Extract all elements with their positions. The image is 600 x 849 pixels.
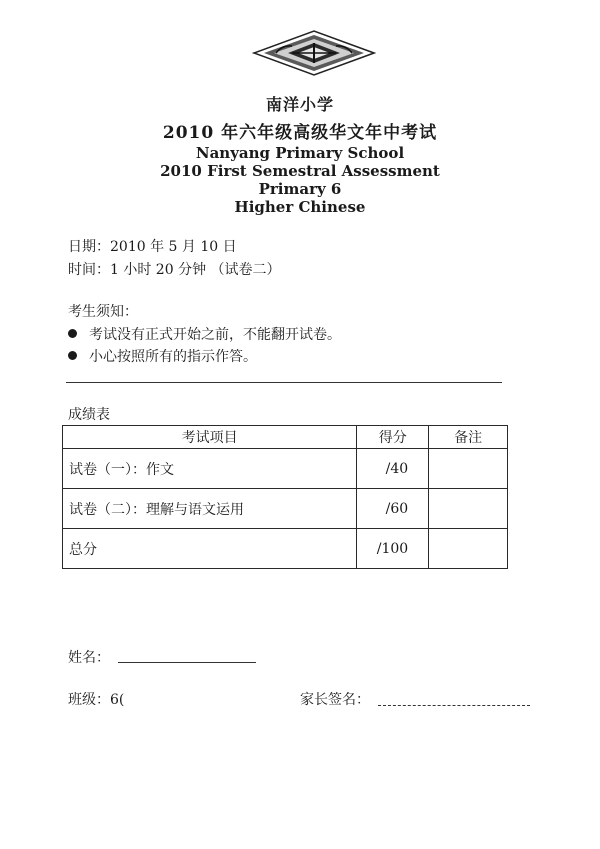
instruction-text: 小心按照所有的指示作答。 xyxy=(89,349,257,365)
header-remark: 备注 xyxy=(429,426,508,449)
table-row xyxy=(63,529,508,569)
header-exam-item: 考试项目 xyxy=(63,426,357,449)
section-divider xyxy=(66,382,502,383)
row-item: 试卷（二）：理解与语文运用 xyxy=(63,489,357,529)
level-en: Primary 6 xyxy=(258,180,342,198)
school-logo xyxy=(252,30,376,76)
parent-signature-line xyxy=(378,705,530,706)
row-score: /60 xyxy=(357,489,429,529)
class-label: 班级：6( xyxy=(68,692,125,708)
instruction-text: 考试没有正式开始之前，不能翻开试卷。 xyxy=(89,327,341,343)
exam-title-cn: 2010 年六年级高级华文年中考试 xyxy=(162,123,438,143)
score-table-header-row xyxy=(63,426,508,449)
school-name-cn: 南洋小学 xyxy=(265,95,334,114)
name-label: 姓名： xyxy=(68,650,110,666)
score-table xyxy=(62,425,508,569)
score-table-title: 成绩表 xyxy=(68,407,110,423)
subject-en: Higher Chinese xyxy=(234,198,366,216)
name-field-line xyxy=(118,662,256,663)
table-row xyxy=(63,489,508,529)
header-score: 得分 xyxy=(357,426,429,449)
table-row xyxy=(63,449,508,489)
row-item: 试卷（一）：作文 xyxy=(63,449,357,489)
instruction-item xyxy=(68,346,257,366)
row-remark xyxy=(429,529,508,569)
bullet-icon xyxy=(68,329,77,338)
school-name-en: Nanyang Primary School xyxy=(195,144,405,162)
row-item: 总分 xyxy=(63,529,357,569)
row-remark xyxy=(429,449,508,489)
row-score: /100 xyxy=(357,529,429,569)
row-remark xyxy=(429,489,508,529)
parent-signature-label: 家长签名： xyxy=(300,692,370,708)
assessment-title-en: 2010 First Semestral Assessment xyxy=(160,162,440,180)
exam-date: 日期：2010 年 5 月 10 日 xyxy=(68,239,237,255)
instructions-title: 考生须知： xyxy=(68,304,138,320)
bullet-icon xyxy=(68,351,77,360)
row-score: /40 xyxy=(357,449,429,489)
instruction-item xyxy=(68,324,341,344)
exam-duration: 时间：1 小时 20 分钟 （试卷二） xyxy=(68,262,281,278)
